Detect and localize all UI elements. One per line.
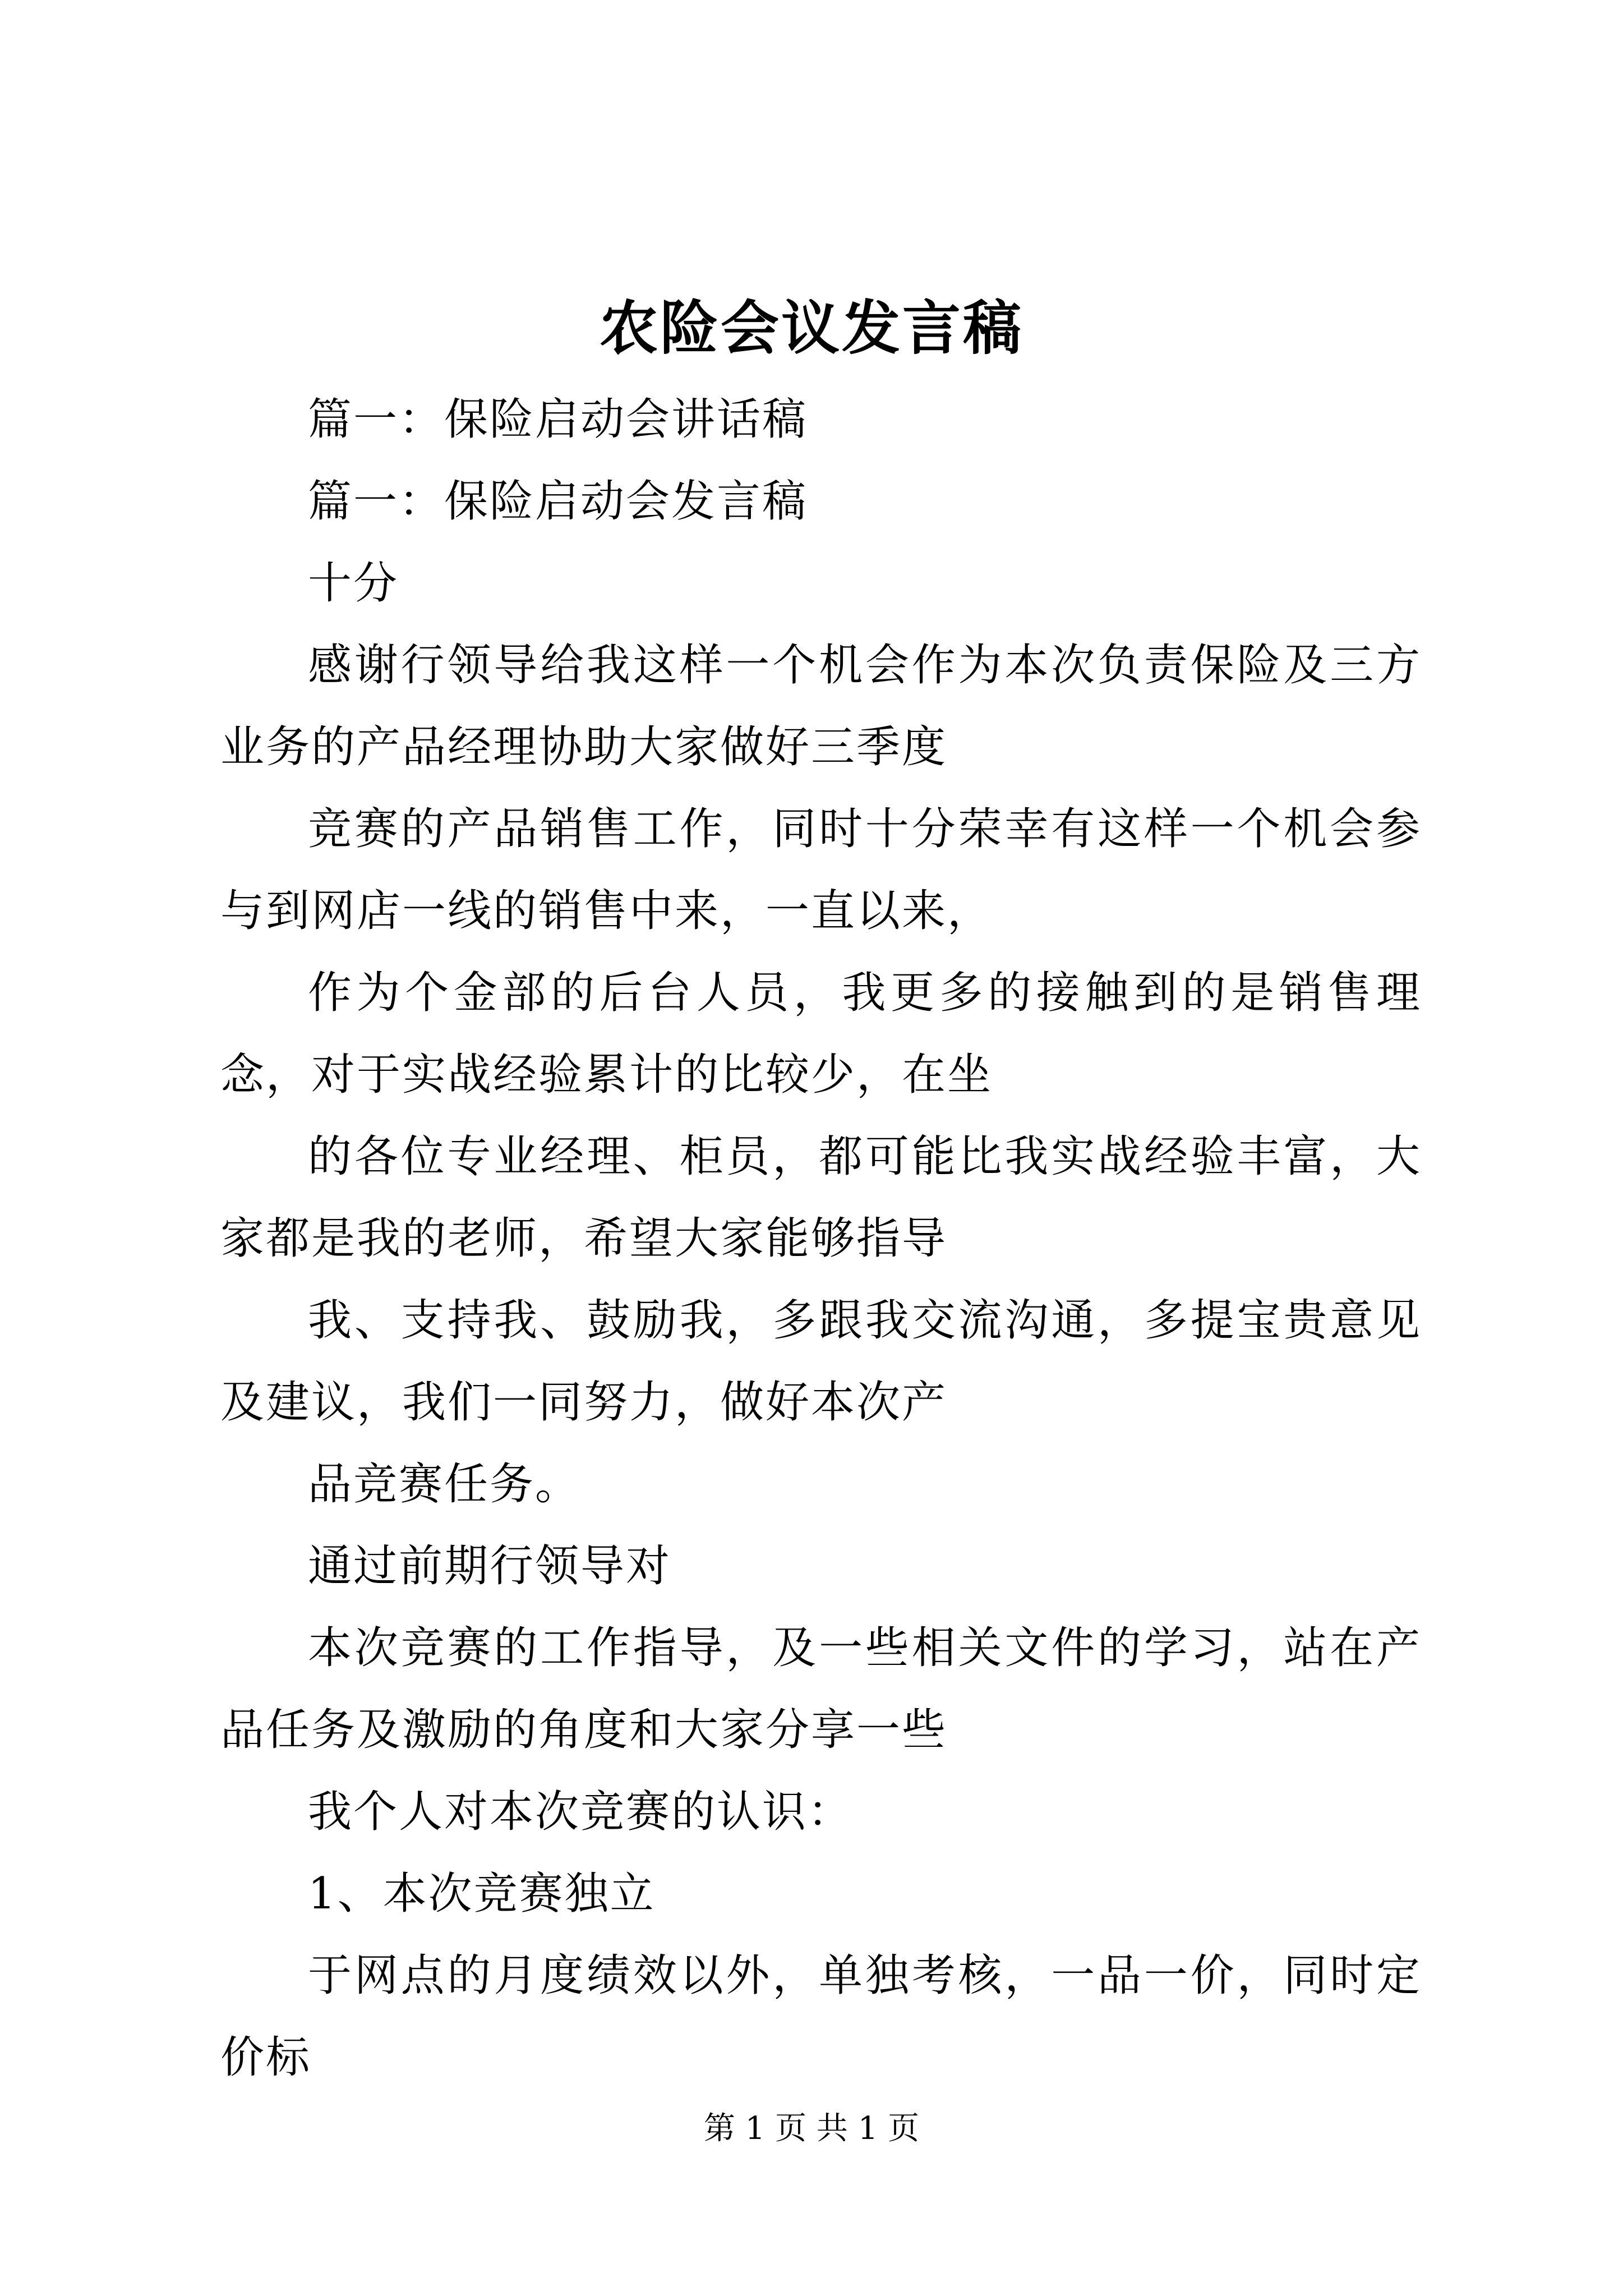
paragraph: 篇一：保险启动会讲话稿 bbox=[308, 394, 808, 445]
paragraph: 我个人对本次竞赛的认识： bbox=[308, 1787, 854, 1837]
paragraph: 1、本次竞赛独立 bbox=[308, 1869, 656, 1919]
paragraph: 十分 bbox=[308, 558, 399, 609]
paragraph: 我、支持我、鼓励我，多跟我交流沟通，多提宝贵意见及建议，我们一同努力，做好本次产 bbox=[220, 1295, 1422, 1428]
paragraph: 于网点的月度绩效以外，单独考核，一品一价，同时定价标 bbox=[220, 1950, 1422, 2083]
paragraph: 竞赛的产品销售工作，同时十分荣幸有这样一个机会参与到网店一线的销售中来，一直以来， bbox=[220, 804, 1422, 936]
paragraph: 篇一：保险启动会发言稿 bbox=[308, 476, 808, 527]
paragraph: 感谢行领导给我这样一个机会作为本次负责保险及三方业务的产品经理协助大家做好三季度 bbox=[220, 640, 1422, 772]
paragraph: 品竞赛任务。 bbox=[308, 1459, 581, 1510]
paragraph: 通过前期行领导对 bbox=[308, 1541, 672, 1591]
document-title: 农险会议发言稿 bbox=[599, 293, 1023, 362]
paragraph: 作为个金部的后台人员，我更多的接触到的是销售理念，对于实战经验累计的比较少，在坐 bbox=[220, 968, 1422, 1100]
document-body bbox=[220, 379, 1422, 2099]
paragraph: 的各位专业经理、柜员，都可能比我实战经验丰富，大家都是我的老师，希望大家能够指导 bbox=[220, 1131, 1422, 1264]
page-footer: 第 1 页 共 1 页 bbox=[703, 2110, 920, 2147]
paragraph: 本次竞赛的工作指导，及一些相关文件的学习，站在产品任务及激励的角度和大家分享一些 bbox=[220, 1623, 1422, 1755]
